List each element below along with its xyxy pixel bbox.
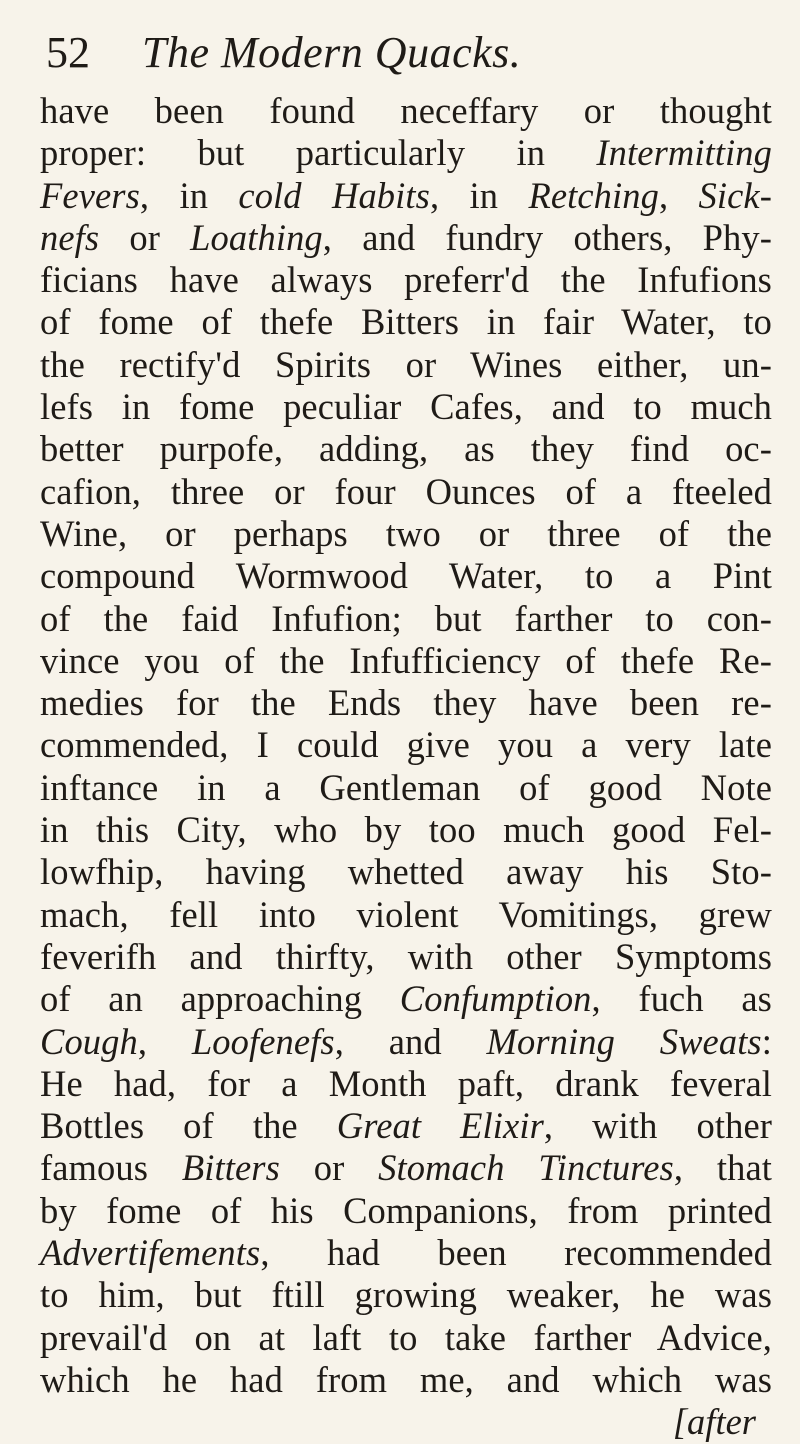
text-segment: or (99, 216, 191, 258)
text-line (40, 428, 772, 470)
text-segment: cafion, three or four Ounces of a fteeled (40, 470, 772, 512)
text-segment: inftance in a Gentleman of good Note (40, 766, 772, 808)
text-line (40, 301, 772, 343)
text-line (40, 471, 772, 513)
text-line (40, 175, 772, 217)
text-line (40, 1232, 772, 1274)
text-segment: the rectify'd Spirits or Wines either, un- (40, 343, 772, 385)
text-segment: , (137, 1020, 192, 1062)
text-line (40, 132, 772, 174)
italic-text: Fevers (40, 174, 140, 216)
text-segment: , in (429, 174, 529, 216)
italic-text: nefs (40, 216, 100, 258)
italic-text: Confumption (399, 978, 592, 1020)
text-segment: ficians have always preferr'd the Infufions (40, 259, 772, 301)
italic-text: Advertifements (40, 1232, 261, 1274)
page-header (40, 18, 772, 88)
text-line (40, 767, 772, 809)
text-segment: Bottles of the (40, 1105, 337, 1147)
text-segment: Wine, or perhaps two or three of the (40, 512, 772, 554)
text-line (40, 1063, 772, 1105)
text-line (40, 851, 772, 893)
catchword-row (40, 1401, 772, 1443)
italic-text: Stomach Tinctures (378, 1147, 674, 1189)
text-segment: prevail'd on at laft to take farther Advice, (40, 1316, 772, 1358)
text-line (40, 344, 772, 386)
running-title: The Modern Quacks. (142, 28, 522, 77)
text-segment: He had, for a Month paft, drank feveral (40, 1062, 772, 1104)
text-line (40, 1105, 772, 1147)
text-line (40, 259, 772, 301)
text-line (40, 1317, 772, 1359)
italic-text: Intermitting (596, 132, 772, 174)
italic-text: Loofenefs (191, 1020, 335, 1062)
text-segment: compound Wormwood Water, to a Pint (40, 555, 772, 597)
text-segment: vince you of the Infufficiency of thefe Re- (40, 639, 772, 681)
italic-text: Great Elixir (336, 1105, 544, 1147)
text-line (40, 1147, 772, 1189)
text-line (40, 724, 772, 766)
text-line (40, 1274, 772, 1316)
text-line (40, 598, 772, 640)
text-segment: have been found neceffary or thought (40, 90, 772, 131)
text-line (40, 809, 772, 851)
text-segment: or (279, 1147, 379, 1189)
text-segment: proper: but particularly in (40, 132, 597, 174)
text-segment: mach, fell into violent Vomitings, grew (40, 893, 772, 935)
text-segment: : (761, 1020, 772, 1062)
body-text (40, 90, 772, 1401)
italic-text: Cough (40, 1020, 138, 1062)
text-line (40, 386, 772, 428)
text-segment: of an approaching (40, 978, 400, 1020)
text-line (40, 217, 772, 259)
text-line (40, 513, 772, 555)
text-segment: , with other (543, 1105, 773, 1147)
text-segment: , that (673, 1147, 772, 1189)
catchword: [after (672, 1401, 756, 1443)
text-segment: , and (334, 1020, 487, 1062)
text-segment: , fuch as (591, 978, 772, 1020)
italic-text: Bitters (181, 1147, 280, 1189)
text-segment: better purpofe, adding, as they find oc- (40, 428, 772, 470)
text-segment: commended, I could give you a very late (40, 724, 772, 766)
text-line (40, 1190, 772, 1232)
text-line (40, 555, 772, 597)
text-line (40, 640, 772, 682)
text-line (40, 978, 772, 1020)
text-segment: , (658, 174, 699, 216)
page-number: 52 (46, 28, 90, 77)
text-segment: , had been recommended (260, 1232, 772, 1274)
text-segment: medies for the Ends they have been re- (40, 682, 772, 724)
italic-text: Sick- (698, 174, 772, 216)
italic-text: Retching (528, 174, 659, 216)
text-segment: to him, but ftill growing weaker, he was (40, 1274, 772, 1316)
text-line (40, 1021, 772, 1063)
text-segment: famous (40, 1147, 182, 1189)
text-line (40, 682, 772, 724)
text-segment: lefs in fome peculiar Cafes, and to much (40, 386, 772, 428)
text-segment: in this City, who by too much good Fel- (40, 809, 772, 851)
italic-text: Morning Sweats (486, 1020, 762, 1062)
italic-text: Loathing (190, 216, 323, 258)
text-line (40, 894, 772, 936)
text-segment: which he had from me, and which was (40, 1358, 772, 1400)
text-segment: , in (139, 174, 239, 216)
text-segment: , and fundry others, Phy- (322, 216, 772, 258)
text-line (40, 90, 772, 132)
text-segment: by fome of his Companions, from printed (40, 1189, 772, 1231)
italic-text: cold Habits (238, 174, 430, 216)
text-segment: of the faid Infufion; but farther to con- (40, 597, 772, 639)
text-segment: of fome of thefe Bitters in fair Water, to (40, 301, 772, 343)
text-line (40, 936, 772, 978)
text-segment: feverifh and thirfty, with other Symptoms (40, 935, 772, 977)
text-segment: lowfhip, having whetted away his Sto- (40, 851, 772, 893)
